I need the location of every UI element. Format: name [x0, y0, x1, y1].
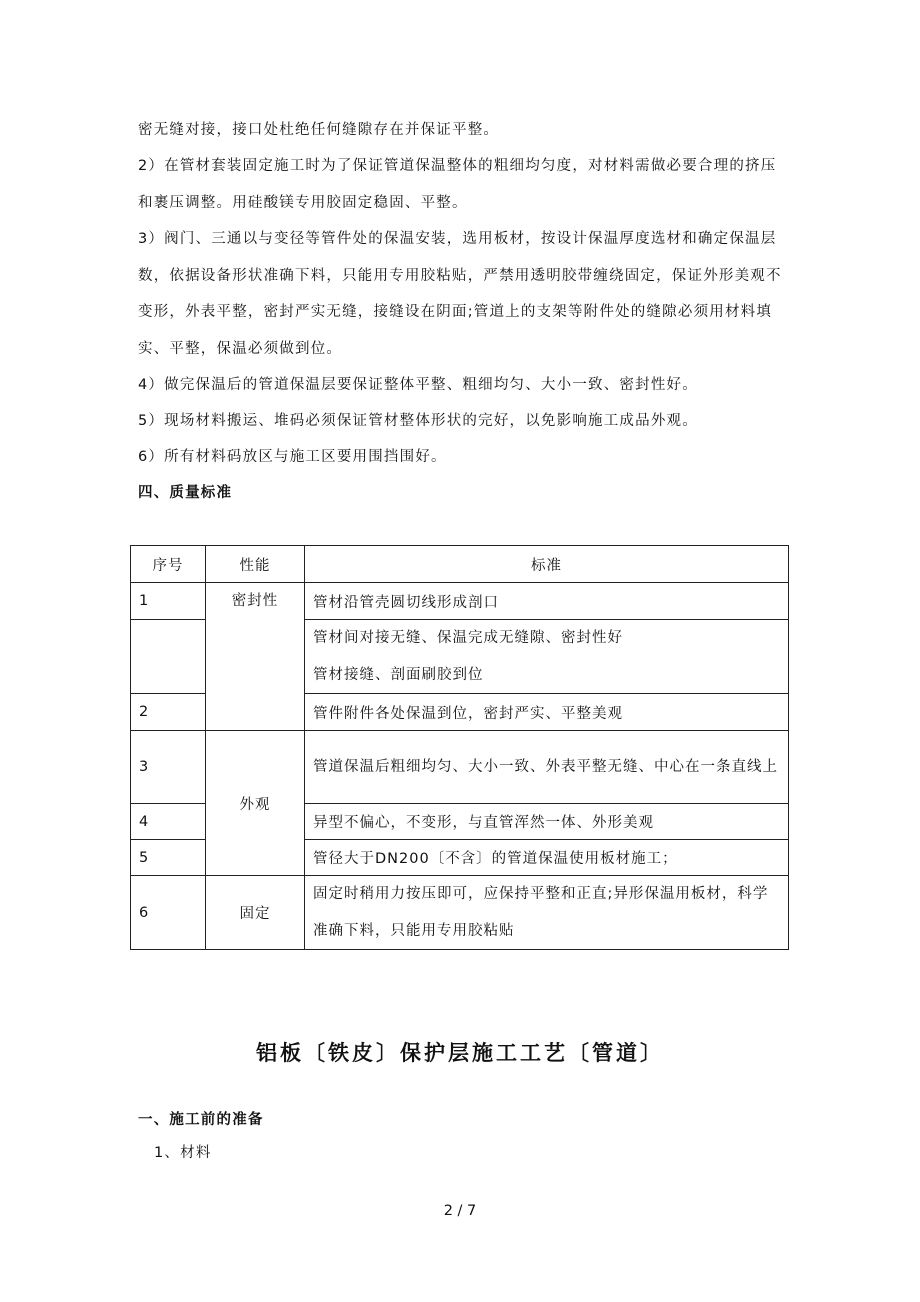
paragraph-item-5: 5）现场材料搬运、堆码必须保证管材整体形状的完好，以免影响施工成品外观。	[138, 413, 698, 429]
paragraph-item-3: 3）阀门、三通以与变径等管件处的保温安装，选用板材，按设计保温厚度选材和确定保温层数，依据设备形状准确下料，只能用专用胶粘贴，严禁用透明胶带缠绕固定，保证外形美观不变形，外表平整，密封严实无缝，接缝设在阴面;管道上的支架等附件处的缝隙必须用材料填实、平整，保温必须做到位。	[138, 231, 782, 357]
cell-no: 4	[131, 804, 206, 840]
cell-standard: 异型不偏心，不变形，与直管浑然一体、外形美观	[305, 804, 789, 840]
paragraph-item-2: 2）在管材套装固定施工时为了保证管道保温整体的粗细均匀度，对材料需做必要合理的挤压和裹压调整。用硅酸镁专用胶固定稳固、平整。	[138, 158, 777, 211]
section-heading-preparation: 一、施工前的准备	[138, 1112, 264, 1128]
cell-standard: 固定时稍用力按压即可，应保持平整和正直;异形保温用板材，科学准确下料，只能用专用胶粘贴	[305, 876, 789, 950]
table-row	[131, 731, 789, 804]
table-header-row	[131, 546, 789, 583]
header-cell-property: 性能	[206, 546, 305, 583]
quality-standard-table	[130, 545, 789, 950]
paragraph-item-4: 4）做完保温后的管道保温层要保证整体平整、粗细均匀、大小一致、密封性好。	[138, 377, 698, 393]
cell-no: 1	[131, 583, 206, 620]
cell-standard: 管材沿管壳圆切线形成剖口	[305, 583, 789, 620]
cell-no: 2	[131, 694, 206, 731]
cell-standard: 管件附件各处保温到位，密封严实、平整美观	[305, 694, 789, 731]
document-title: 铝板〔铁皮〕保护层施工工艺〔管道〕	[256, 1041, 664, 1065]
cell-no-empty	[131, 620, 206, 694]
page-number: 2 / 7	[443, 1203, 477, 1219]
cell-property: 密封性	[206, 583, 305, 731]
cell-no: 3	[131, 731, 206, 804]
subsection-materials: 1、材料	[154, 1145, 212, 1161]
cell-standard-line: 管材间对接无缝、保温完成无缝隙、密封性好	[313, 630, 623, 646]
cell-standard: 管道保温后粗细均匀、大小一致、外表平整无缝、中心在一条直线上	[305, 731, 789, 804]
section-heading-quality: 四、质量标准	[138, 485, 233, 501]
table-row	[131, 583, 789, 620]
paragraph-item-6: 6）所有材料码放区与施工区要用围挡围好。	[138, 449, 447, 465]
header-cell-standard: 标准	[305, 546, 789, 583]
cell-no: 6	[131, 876, 206, 950]
cell-standard: 管径大于DN200〔不含〕的管道保温使用板材施工；	[305, 840, 789, 876]
table-row	[131, 876, 789, 950]
header-cell-no: 序号	[131, 546, 206, 583]
cell-standard	[305, 620, 789, 694]
paragraph-continuation: 密无缝对接，接口处杜绝任何缝隙存在并保证平整。	[138, 122, 500, 138]
cell-property: 外观	[206, 731, 305, 876]
cell-no: 5	[131, 840, 206, 876]
cell-standard-line: 管材接缝、剖面刷胶到位	[313, 666, 484, 683]
cell-property: 固定	[206, 876, 305, 950]
